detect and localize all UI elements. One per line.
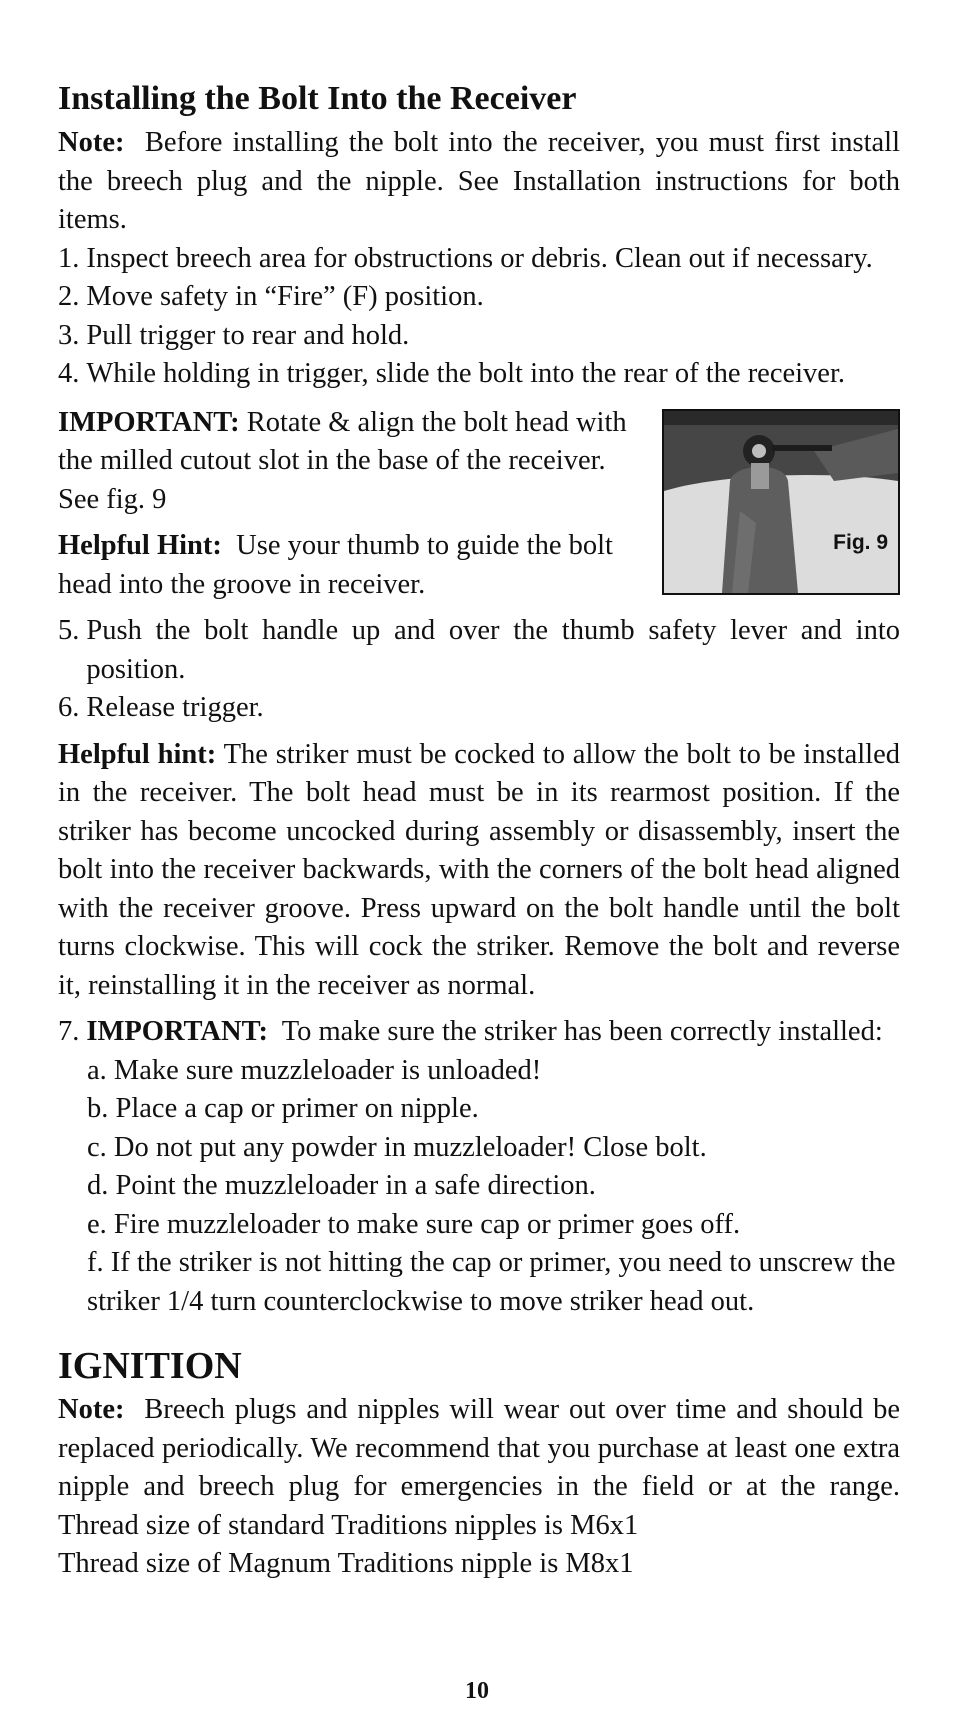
- page-number: 10: [465, 1678, 489, 1704]
- step-1: [58, 240, 900, 279]
- step-5: [58, 612, 900, 689]
- step-number: 5.: [58, 615, 80, 646]
- figure-caption: Fig. 9: [833, 530, 888, 554]
- subitem-c: c. Do not put any powder in muzzleloader! Close bolt.: [87, 1131, 707, 1163]
- step-4: [58, 355, 900, 394]
- step-number: 2.: [58, 281, 80, 312]
- step-number: 3.: [58, 319, 80, 351]
- figure-9-photo: [662, 409, 900, 595]
- step-7-subitems: [58, 1052, 900, 1322]
- important-label: IMPORTANT:: [58, 406, 240, 438]
- important-with-figure: [58, 404, 900, 605]
- step-number: 1.: [58, 242, 80, 274]
- bolt-receiver-photo: [664, 411, 898, 593]
- step-text: Pull trigger to rear and hold.: [86, 319, 410, 351]
- figure-side-text: [58, 404, 636, 605]
- note-paragraph: [58, 124, 900, 240]
- step-text: Inspect breech area for obstructions or debris. Clean out if necessary.: [86, 242, 873, 274]
- ignition-note-label: Note:: [58, 1394, 125, 1425]
- step-text: Move safety in “Fire” (F) position.: [86, 281, 484, 312]
- step-number: 7.: [58, 1016, 80, 1047]
- subitem-e: e. Fire muzzleloader to make sure cap or primer goes off.: [87, 1208, 741, 1240]
- subitem-f: f. If the striker is not hitting the cap or primer, you need to unscrew the striker 1/4 turn counterclockwise to move striker head out.: [87, 1247, 896, 1317]
- ignition-thread-size-line: Thread size of Magnum Traditions nipple is M8x1: [58, 1548, 634, 1579]
- note-label: Note:: [58, 127, 125, 158]
- step-text: Push the bolt handle up and over the thumb safety lever and into position.: [86, 615, 900, 685]
- steps-list-1-4: [58, 240, 900, 394]
- section-title-ignition: IGNITION: [58, 1345, 242, 1387]
- helpful-hint-2-paragraph: [58, 736, 900, 1006]
- step-2: [58, 278, 900, 317]
- helpful-hint-2-label: Helpful hint:: [58, 738, 217, 770]
- step-7-important-label: IMPORTANT:: [86, 1016, 268, 1047]
- important-paragraph: [58, 404, 636, 520]
- step-3: [58, 317, 900, 356]
- step-text: Release trigger.: [86, 692, 264, 723]
- step-number: 6.: [58, 692, 80, 723]
- step-7-text: To make sure the striker has been correctly installed:: [281, 1016, 883, 1047]
- helpful-hint-text: Use your thumb to guide the bolt head into the groove in receiver.: [58, 530, 613, 600]
- step-7: [58, 1013, 900, 1052]
- helpful-hint-label: Helpful Hint:: [58, 530, 222, 561]
- subitem-a: a. Make sure muzzleloader is unloaded!: [87, 1054, 542, 1086]
- step-text: While holding in trigger, slide the bolt into the rear of the receiver.: [86, 358, 845, 389]
- step-number: 4.: [58, 358, 80, 389]
- subitem-d: d. Point the muzzleloader in a safe direction.: [87, 1170, 596, 1201]
- section-title-installing-bolt: Installing the Bolt Into the Receiver: [58, 80, 577, 117]
- helpful-hint-paragraph: [58, 527, 636, 604]
- subitem-b: b. Place a cap or primer on nipple.: [87, 1093, 479, 1124]
- step-7-block: [58, 1013, 900, 1321]
- steps-list-5-6: [58, 612, 900, 728]
- page-content: [58, 78, 900, 1584]
- ignition-note-text: Breech plugs and nipples will wear out over time and should be replaced periodically. We recommend that you purchase at least one extra nipple and breech plug for emergencies in the field or at the range. Thread size of standard Traditions nipples is M6x1: [58, 1394, 901, 1541]
- ignition-note-paragraph: [58, 1391, 900, 1545]
- note-text: Before installing the bolt into the receiver, you must first install the breech plug and the nipple. See Installation instructions for both items.: [58, 127, 900, 235]
- important-text: Rotate & align the bolt head with the milled cutout slot in the base of the receiver. See fig. 9: [58, 406, 627, 515]
- step-6: [58, 689, 900, 728]
- helpful-hint-2-text: The striker must be cocked to allow the bolt to be installed in the receiver. The bolt head must be in its rearmost position. If the striker has become uncocked during assembly or disassembly, insert the bolt into the receiver backwards, with the corners of the bolt head aligned with the receiver groove. Press upward on the bolt handle until the bolt turns clockwise. This will cock the striker. Remove the bolt and reverse it, reinstalling it in the receiver as normal.: [58, 738, 900, 1001]
